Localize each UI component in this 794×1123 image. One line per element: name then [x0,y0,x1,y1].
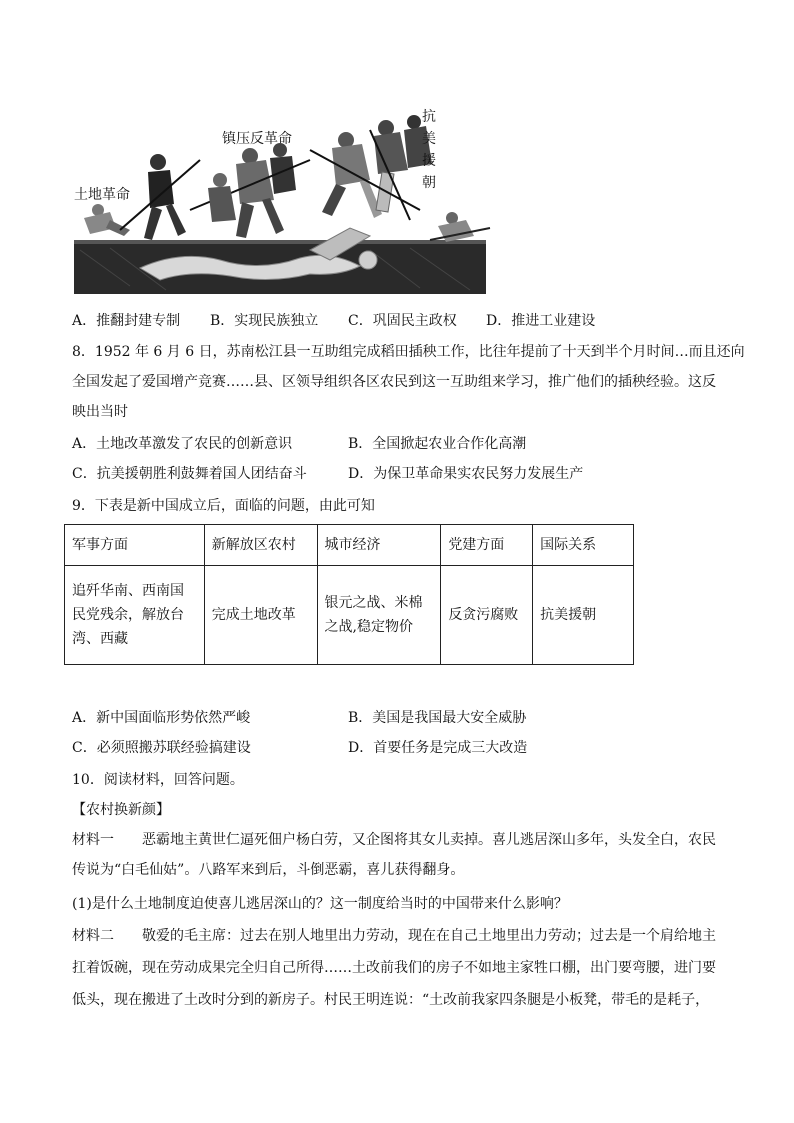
q8-option-a: A．土地改革激发了农民的创新意识 [72,436,293,452]
q9-option-b: B．美国是我国最大安全威胁 [348,710,527,726]
q9-stem: 9．下表是新中国成立后，面临的问题，由此可知 [72,498,375,514]
q10-stem: 10．阅读材料，回答问题。 [72,772,244,788]
material-2-line-3: 低头，现在搬进了土改时分到的新房子。村民王明连说：“土改前我家四条腿是小板凳，带毛的是耗子， [72,992,710,1008]
q7-option-c: C．巩固民主政权 [348,313,457,329]
q10-subquestion-1: (1)是什么土地制度迫使喜儿逃居深山的？这一制度给当时的中国带来什么影响？ [72,896,568,912]
q7-option-b: B．实现民族独立 [210,313,319,329]
table-header-cell: 军事方面 [65,525,205,566]
table-cell: 追歼华南、西南国民党残余，解放台湾、西藏 [65,566,205,665]
material-1-line-2: 传说为“白毛仙姑”。八路军来到后，斗倒恶霸，喜儿获得翻身。 [72,862,465,878]
table-header-cell: 新解放区农村 [204,525,317,566]
q9-table [64,524,634,665]
q9-option-c: C．必须照搬苏联经验搞建设 [72,740,251,756]
table-header-cell: 城市经济 [317,525,441,566]
material-2-line-1: 材料二 敬爱的毛主席：过去在别人地里出力劳动，现在在自己土地里出力劳动；过去是一个肩给地主 [72,928,716,944]
q9-option-d: D．首要任务是完成三大改造 [348,740,528,756]
q7-option-a: A．推翻封建专制 [72,313,181,329]
q9-option-a: A．新中国面临形势依然严峻 [72,710,251,726]
material-2-line-2: 扛着饭碗，现在劳动成果完全归自己所得……土改前我们的房子不如地主家牲口棚，出门要弯腰，进门要 [72,960,716,976]
q8-option-c: C．抗美援朝胜利鼓舞着国人团结奋斗 [72,466,307,482]
table-header-row [65,525,634,566]
political-cartoon [70,100,500,298]
material-1-line-1: 材料一 恶霸地主黄世仁逼死佃户杨白劳，又企图将其女儿卖掉。喜儿逃居深山多年，头发全白，农民 [72,832,716,848]
table-cell: 反贪污腐败 [441,566,533,665]
q8-stem-line-1: 8．1952 年 6 月 6 日，苏南松江县一互助组完成稻田插秧工作，比往年提前了十天到半个月时间…而且还向 [72,344,745,360]
q10-section-title: 【农村换新颜】 [72,802,170,818]
q8-option-b: B．全国掀起农业合作化高潮 [348,436,527,452]
label-land-reform: 土地革命 [74,187,130,203]
label-resist-us-aid-korea: 抗美援朝 [422,109,436,191]
label-suppress-counterrevolution: 镇压反革命 [222,131,292,147]
table-header-cell: 国际关系 [533,525,634,566]
table-row [65,566,634,665]
q8-stem-line-2: 全国发起了爱国增产竞赛……县、区领导组织各区农民到这一互助组来学习，推广他们的插秧经验。这反 [72,374,716,390]
q8-stem-line-3: 映出当时 [72,404,128,420]
table-header-cell: 党建方面 [441,525,533,566]
table-cell: 完成土地改革 [204,566,317,665]
q7-option-d: D．推进工业建设 [486,313,596,329]
table-cell: 抗美援朝 [533,566,634,665]
table-cell: 银元之战、米棉之战,稳定物价 [317,566,441,665]
q8-option-d: D．为保卫革命果实农民努力发展生产 [348,466,584,482]
